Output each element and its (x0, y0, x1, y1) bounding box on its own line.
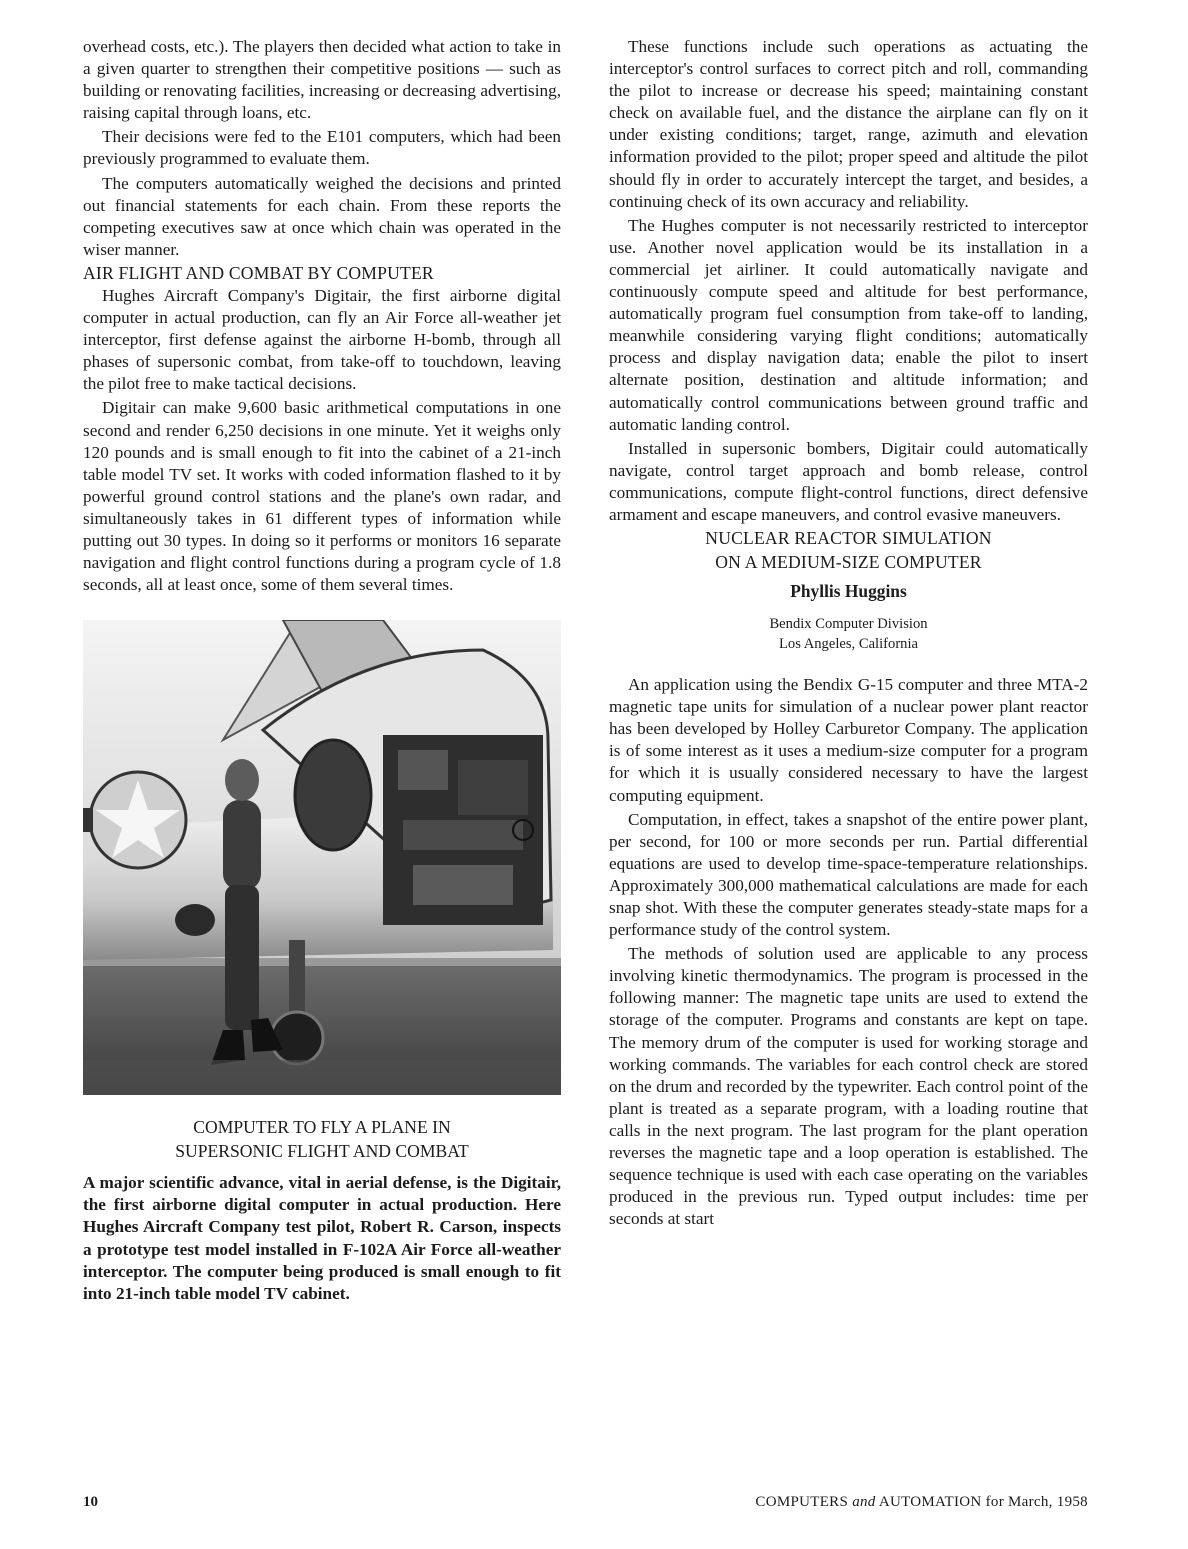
page-number: 10 (83, 1494, 98, 1510)
heading-line: ON A MEDIUM-SIZE COMPUTER (715, 552, 982, 573)
paragraph: An application using the Bendix G-15 computer and three MTA-2 magnetic tape units for simulation of a nuclear power plant reactor has been developed by Holley Carburetor Company. The application is of some interest as it uses a medium-size computer for a program for which it is usually considered necessary to have the largest computing equipment. (609, 675, 1088, 805)
journal-name-part: COMPUTERS (755, 1494, 849, 1510)
pilot-jet-photo (83, 620, 561, 1095)
paragraph: The methods of solution used are applicable to any process involving kinetic thermodynamics. The program is processed in the following manner: The magnetic tape units are used to extend the storage of the computer. Programs and constants are kept on tape. The memory drum of the computer is used for working storage and working commands. The variables for each control check are stored on the drum and recorded by the typewriter. Each control point of the plant is treated as a separate program, with a loading routine that calls in the next program. The last program for the plant operation reverses the magnetic tape and a loop operation is established. The sequence technique is used with each case operating on the variables produced in the previous run. Typed output includes: time per seconds at start (609, 944, 1088, 1229)
journal-issue: AUTOMATION for March, 1958 (878, 1494, 1088, 1510)
running-footer (667, 1494, 1088, 1511)
paragraph: Computation, in effect, takes a snapshot of the entire power plant, per second, for 100 or more seconds per run. Partial differential equations are used to develop time-space-temperature relationships. Approximately 300,000 mathematical calculations are made for each snap shot. With these the computer generates steady-state maps for a performance study of the control system. (609, 809, 1088, 940)
affiliation-line: Los Angeles, California (778, 635, 919, 652)
paragraph: Hughes Aircraft Company's Digitair, the first airborne digital computer in actual production, can fly an Air Force all-weather jet interceptor, first defense against the airborne H-bomb, through all phases of supersonic combat, from take-off to touchdown, leaving the pilot free to make tactical decisions. (83, 285, 561, 394)
paragraph: Digitair can make 9,600 basic arithmetical computations in one second and render 6,250 decisions in one minute. Yet it weighs only 120 pounds and is small enough to fit into the cabinet of a 21-inch table model TV set. It works with coded information flashed to it by powerful ground control stations and the plane's own radar, and simultaneously takes in 61 different types of information while putting out 30 types. In doing so it performs or monitors 16 separate navigation and flight control functions during a program cycle of 1.8 seconds, all at least once, some of them several times. (83, 398, 561, 595)
caption-title-line: COMPUTER TO FLY A PLANE IN (193, 1117, 451, 1138)
paragraph: The Hughes computer is not necessarily restricted to interceptor use. Another novel application would be its installation in a commercial jet airliner. It could automatically navigate and continuously compute speed and altitude for best performance, automatically program fuel consumption from take-off to landing, meanwhile considering varying flight conditions; automatically process and display navigation data; enable the pilot to insert alternate position, destination and altitude information; and automatically control communications between ground traffic and automatic landing control. (609, 215, 1088, 434)
journal-name-and: and (852, 1494, 876, 1510)
paragraph: Their decisions were fed to the E101 computers, which had been previously programmed to evaluate them. (83, 127, 561, 169)
heading-line: NUCLEAR REACTOR SIMULATION (705, 528, 992, 549)
author-affiliation (609, 615, 1088, 654)
nuclear-article-body (609, 674, 1088, 1230)
author-name: Phyllis Huggins (790, 581, 907, 602)
paragraph: The computers automatically weighed the decisions and printed out financial statements for each chain. From these reports the competing executives saw at once which chain was operated in the wiser manner. (83, 173, 561, 259)
left-column (83, 36, 561, 1305)
photo-caption-text: A major scientific advance, vital in aerial defense, is the Digitair, the first airborne digital computer in actual production. Here Hughes Aircraft Company test pilot, Robert R. Carson, inspects a prototype test model installed in F-102A Air Force all-weather interceptor. The computer being produced is small enough to fit into 21-inch table model TV cabinet. (83, 1173, 561, 1303)
caption-title-line: SUPERSONIC FLIGHT AND COMBAT (175, 1141, 469, 1162)
paragraph: Installed in supersonic bombers, Digitair could automatically navigate, control target approach and bomb release, control communications, compute flight-control functions, direct defensive armament and escape maneuvers, and control evasive maneuvers. (609, 438, 1088, 524)
jet-interceptor-illustration (83, 620, 561, 1095)
paragraph: overhead costs, etc.). The players then decided what action to take in a given quarter to strengthen their competitive positions — such as building or renovating facilities, increasing or decreasing advertising, raising capital through loans, etc. (83, 37, 561, 123)
section-heading-air-flight: AIR FLIGHT AND COMBAT BY COMPUTER (83, 262, 434, 283)
affiliation-line: Bendix Computer Division (769, 616, 928, 633)
right-column (609, 36, 1088, 1230)
photo-caption-title (83, 1115, 561, 1163)
section-heading-nuclear-reactor (609, 526, 1088, 574)
paragraph: These functions include such operations as actuating the interceptor's control surfaces to correct pitch and roll, commanding the pilot to increase or decrease his speed; maintaining constant check on available fuel, and the distance the airplane can fly on it under existing conditions; target, range, azimuth and elevation information provided to the pilot; proper speed and altitude the pilot should fly in order to accurately intercept the target, and besides, a continuing check of its own accuracy and reliability. (609, 37, 1088, 211)
